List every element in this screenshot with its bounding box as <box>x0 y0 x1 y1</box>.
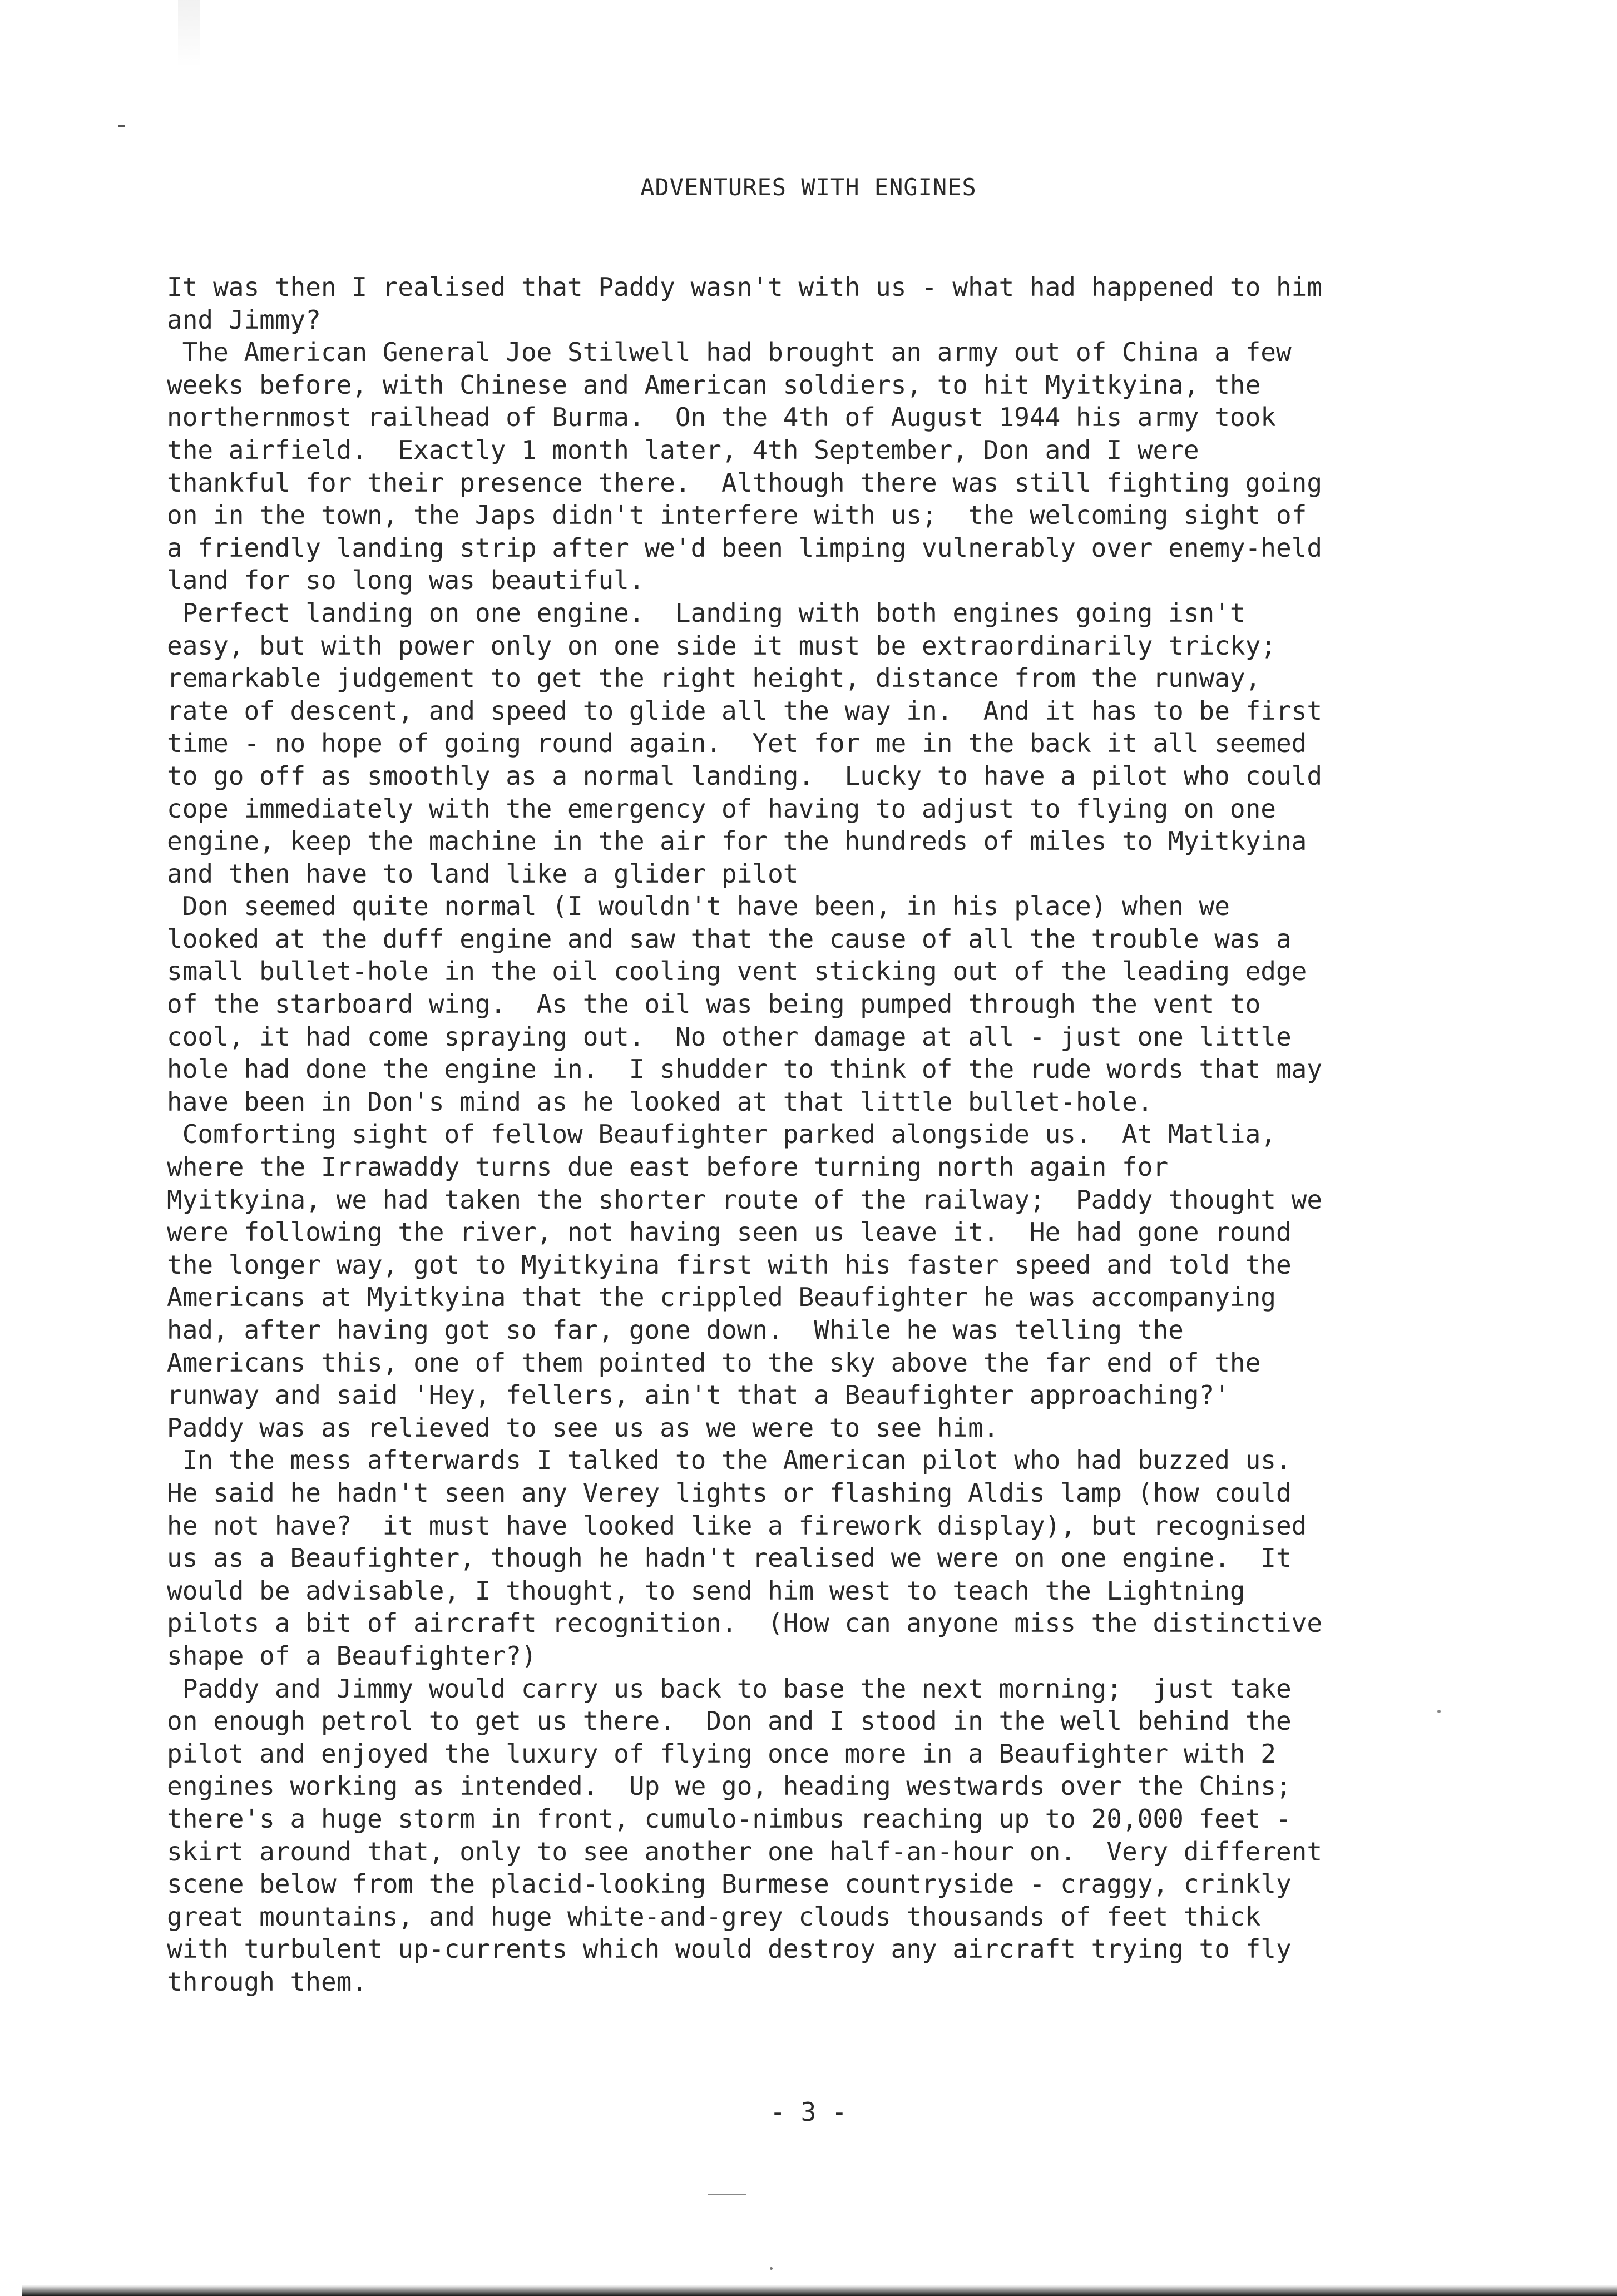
text-line: would be advisable, I thought, to send him west to teach the Lightning <box>167 1575 1245 1606</box>
text-line: through them. <box>167 1966 368 1997</box>
text-line: scene below from the placid-looking Burmese countryside - craggy, crinkly <box>167 1869 1292 1899</box>
text-line: had, after having got so far, gone down. While he was telling the <box>167 1315 1184 1345</box>
text-line: remarkable judgement to get the right height, distance from the runway, <box>167 663 1261 694</box>
scan-dot <box>770 2267 773 2270</box>
text-line: great mountains, and huge white-and-grey clouds thousands of feet thick <box>167 1901 1261 1932</box>
document-body <box>167 271 1424 1998</box>
text-line: pilot and enjoyed the luxury of flying once more in a Beaufighter with 2 <box>167 1738 1276 1769</box>
text-line: The American General Joe Stilwell had brought an army out of China a few <box>167 337 1292 368</box>
text-line: us as a Beaufighter, though he hadn't realised we were on one engine. It <box>167 1543 1292 1573</box>
text-line: there's a huge storm in front, cumulo-nimbus reaching up to 20,000 feet - <box>167 1803 1292 1834</box>
text-line: northernmost railhead of Burma. On the 4th of August 1944 his army took <box>167 402 1276 433</box>
scan-dot <box>1437 1710 1441 1713</box>
text-line: runway and said 'Hey, fellers, ain't that a Beaufighter approaching?' <box>167 1380 1230 1411</box>
text-line: a friendly landing strip after we'd been limping vulnerably over enemy-held <box>167 532 1323 563</box>
text-line: small bullet-hole in the oil cooling vent sticking out of the leading edge <box>167 956 1307 987</box>
scan-mark <box>708 2194 746 2195</box>
text-line: the airfield. Exactly 1 month later, 4th September, Don and I were <box>167 434 1199 465</box>
text-line: easy, but with power only on one side it must be extraordinarily tricky; <box>167 630 1276 661</box>
text-line: engine, keep the machine in the air for the hundreds of miles to Myitkyina <box>167 826 1307 857</box>
text-line: Myitkyina, we had taken the shorter route of the railway; Paddy thought we <box>167 1184 1323 1215</box>
text-line: pilots a bit of aircraft recognition. (How can anyone miss the distinctive <box>167 1608 1323 1639</box>
text-line: to go off as smoothly as a normal landing. Lucky to have a pilot who could <box>167 760 1323 791</box>
text-line: on enough petrol to get us there. Don and I stood in the well behind the <box>167 1706 1292 1736</box>
text-line: thankful for their presence there. Although there was still fighting going <box>167 467 1323 498</box>
text-line: In the mess afterwards I talked to the American pilot who had buzzed us. <box>167 1445 1292 1476</box>
text-line: time - no hope of going round again. Yet for me in the back it all seemed <box>167 728 1307 759</box>
text-line: Don seemed quite normal (I wouldn't have been, in his place) when we <box>167 891 1230 922</box>
text-line: on in the town, the Japs didn't interfere with us; the welcoming sight of <box>167 500 1307 531</box>
text-line: He said he hadn't seen any Verey lights or flashing Aldis lamp (how could <box>167 1477 1292 1508</box>
text-line: and Jimmy? <box>167 304 321 335</box>
text-line: hole had done the engine in. I shudder to think of the rude words that may <box>167 1054 1323 1085</box>
page-number: - 3 - <box>770 2097 847 2127</box>
text-line: Comforting sight of fellow Beaufighter parked alongside us. At Matlia, <box>167 1119 1276 1150</box>
text-line: It was then I realised that Paddy wasn't with us - what had happened to him <box>167 272 1323 302</box>
text-line: skirt around that, only to see another one half-an-hour on. Very different <box>167 1836 1323 1867</box>
text-line: rate of descent, and speed to glide all the way in. And it has to be first <box>167 695 1323 726</box>
text-line: he not have? it must have looked like a firework display), but recognised <box>167 1510 1307 1541</box>
scan-bottom-edge <box>22 2285 1617 2296</box>
text-line: were following the river, not having seen us leave it. He had gone round <box>167 1217 1292 1248</box>
text-line: and then have to land like a glider pilot <box>167 858 799 889</box>
scan-smudge <box>178 0 200 67</box>
text-line: cope immediately with the emergency of having to adjust to flying on one <box>167 793 1276 824</box>
text-line: weeks before, with Chinese and American soldiers, to hit Myitkyina, the <box>167 369 1261 400</box>
text-line: of the starboard wing. As the oil was being pumped through the vent to <box>167 989 1261 1020</box>
scan-mark <box>118 125 125 127</box>
text-line: cool, it had come spraying out. No other damage at all - just one little <box>167 1021 1292 1052</box>
text-line: Perfect landing on one engine. Landing with both engines going isn't <box>167 597 1245 628</box>
text-line: Americans this, one of them pointed to the sky above the far end of the <box>167 1347 1261 1378</box>
text-line: the longer way, got to Myitkyina first with his faster speed and told the <box>167 1249 1292 1280</box>
text-line: Americans at Myitkyina that the crippled Beaufighter he was accompanying <box>167 1282 1276 1313</box>
text-line: Paddy and Jimmy would carry us back to base the next morning; just take <box>167 1673 1292 1704</box>
text-line: land for so long was beautiful. <box>167 565 645 596</box>
text-line: shape of a Beaufighter?) <box>167 1640 537 1671</box>
text-line: have been in Don's mind as he looked at that little bullet-hole. <box>167 1086 1153 1117</box>
text-line: where the Irrawaddy turns due east before turning north again for <box>167 1152 1169 1182</box>
text-line: Paddy was as relieved to see us as we were to see him. <box>167 1412 999 1443</box>
document-title: ADVENTURES WITH ENGINES <box>640 174 977 201</box>
text-line: engines working as intended. Up we go, heading westwards over the Chins; <box>167 1771 1292 1802</box>
text-line: looked at the duff engine and saw that the cause of all the trouble was a <box>167 923 1292 954</box>
text-line: with turbulent up-currents which would destroy any aircraft trying to fly <box>167 1934 1292 1965</box>
